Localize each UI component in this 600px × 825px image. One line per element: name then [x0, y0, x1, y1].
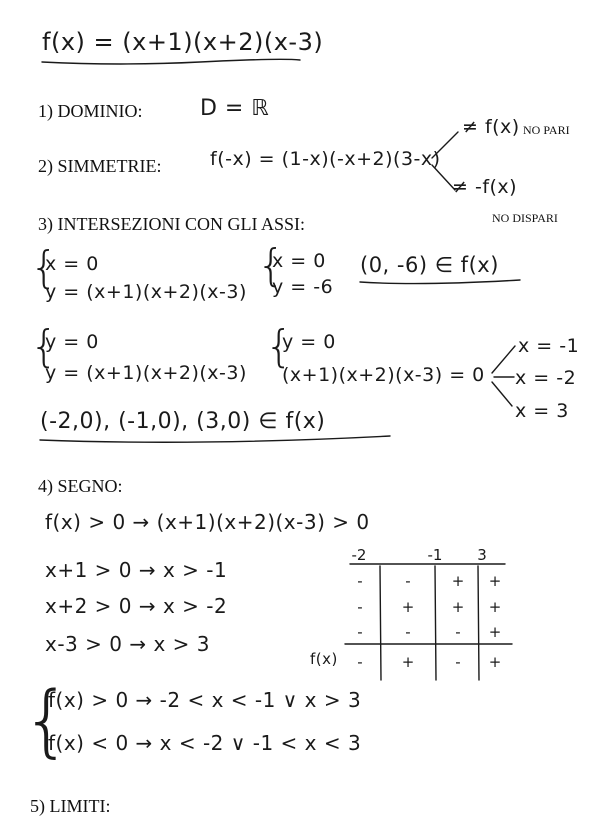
result-brace: {: [22, 676, 72, 766]
sign-cell: +: [401, 598, 415, 616]
sign-table-row-label: f(x): [310, 650, 338, 668]
symmetry-not-even-expr: ≠ f(x): [462, 116, 520, 138]
root-x-minus-1: x = -1: [518, 335, 580, 357]
system-1-line-2: y = (x+1)(x+2)(x-3): [45, 281, 247, 303]
system-4-line-2: (x+1)(x+2)(x-3) = 0: [282, 364, 485, 386]
title-underline: [42, 59, 300, 64]
sign-table-header-3: 3: [477, 546, 487, 564]
sign-cell: -: [405, 572, 411, 590]
section-5-label: 5) LIMITI:: [30, 796, 111, 816]
sign-table-line-3: [478, 566, 479, 680]
section-2-content: f(-x) = (1-x)(-x+2)(3-x): [210, 148, 441, 170]
sign-factor-1: x+1 > 0 → x > -1: [45, 558, 228, 582]
system-2-line-1: x = 0: [272, 250, 326, 272]
root-arrow-3: [492, 382, 512, 406]
y-intercept-underline: [360, 280, 520, 284]
section-2-label: 2) SIMMETRIE:: [38, 156, 162, 176]
section-3-label: 3) INTERSEZIONI CON GLI ASSI:: [38, 214, 305, 234]
symmetry-not-odd-note: NO DISPARI: [492, 211, 558, 225]
section-1-content: D = ℝ: [200, 96, 270, 121]
system-brace-3: {: [30, 321, 58, 372]
sign-cell: +: [488, 623, 502, 641]
system-2-line-2: y = -6: [272, 276, 334, 298]
sign-cell: +: [488, 598, 502, 616]
sign-table-line-2: [435, 566, 436, 680]
symmetry-not-odd-expr: ≠ -f(x): [452, 176, 518, 198]
system-brace-1: {: [30, 242, 58, 293]
y-intercept-point: (0, -6) ∈ f(x): [360, 253, 499, 277]
system-brace-2: {: [257, 240, 285, 291]
sign-factor-3: x-3 > 0 → x > 3: [45, 632, 210, 656]
system-3-line-2: y = (x+1)(x+2)(x-3): [45, 362, 247, 384]
sign-cell: +: [488, 653, 502, 671]
system-4-line-1: y = 0: [282, 331, 336, 353]
sign-factor-2: x+2 > 0 → x > -2: [45, 594, 228, 618]
system-1-line-1: x = 0: [45, 253, 99, 275]
x-intercept-underline: [40, 436, 390, 442]
sign-result-negative: f(x) < 0 → x < -2 ∨ -1 < x < 3: [48, 731, 362, 755]
sign-cell: -: [455, 623, 461, 641]
x-intercept-points: (-2,0), (-1,0), (3,0) ∈ f(x): [40, 409, 326, 434]
sign-result-positive: f(x) > 0 → -2 < x < -1 ∨ x > 3: [48, 688, 362, 712]
symmetry-not-even-note: NO PARI: [523, 123, 570, 137]
system-brace-4: {: [265, 321, 293, 372]
sign-table-line-1: [380, 566, 381, 680]
sign-cell: -: [357, 623, 363, 641]
sign-cell: -: [357, 653, 363, 671]
root-x-minus-2: x = -2: [515, 367, 577, 389]
sign-cell: -: [357, 598, 363, 616]
sign-cell: +: [451, 572, 465, 590]
root-x-3: x = 3: [515, 400, 569, 422]
sign-cell: +: [488, 572, 502, 590]
sign-table-header-2: -1: [427, 546, 443, 564]
root-arrow-1: [492, 346, 515, 373]
section-1-label: 1) DOMINIO:: [38, 101, 143, 121]
sign-cell: -: [357, 572, 363, 590]
system-3-line-1: y = 0: [45, 331, 99, 353]
sign-main-inequality: f(x) > 0 → (x+1)(x+2)(x-3) > 0: [45, 510, 370, 534]
title-formula: f(x) = (x+1)(x+2)(x-3): [42, 28, 324, 56]
sign-table-header-1: -2: [351, 546, 367, 564]
sign-cell: +: [401, 653, 415, 671]
sign-cell: -: [455, 653, 461, 671]
sign-cell: -: [405, 623, 411, 641]
sign-cell: +: [451, 598, 465, 616]
section-4-label: 4) SEGNO:: [38, 476, 123, 496]
